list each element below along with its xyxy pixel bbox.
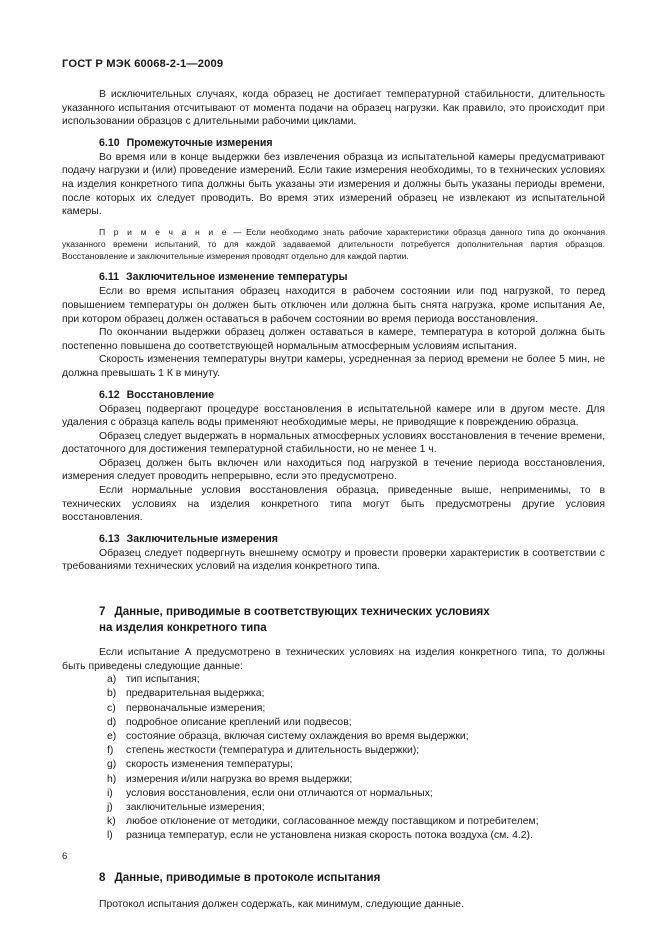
section-heading-6-10 xyxy=(62,137,605,149)
list-item xyxy=(62,758,605,772)
list-item xyxy=(62,744,605,758)
list-item-text: любое отклонение от методики, согласованное между поставщиком и потребителем; xyxy=(126,816,539,828)
section-title: Промежуточные измерения xyxy=(126,136,273,149)
page-number: 6 xyxy=(62,851,68,862)
list-item-text: условия восстановления, если они отличаются от нормальных; xyxy=(126,787,433,799)
section-6-11-paragraph-1: Если во время испытания образец находится в рабочем состоянии или под нагрузкой, то перед повышением температуры он должен быть отключен или должна быть снята нагрузка, кроме испытания Ae, при котором образец должен оставаться в рабочем состоянии во время периода восстановления. xyxy=(62,286,605,325)
list-item xyxy=(62,829,605,843)
section-heading-6-12 xyxy=(62,389,605,401)
section-6-12-paragraph-2: Образец следует выдержать в нормальных атмосферных условиях восстановления в течение времени, достаточного для достижения температурной стабильности, но не менее 1 ч. xyxy=(62,430,605,456)
list-item xyxy=(62,687,605,701)
section-title: Восстановление xyxy=(126,388,214,401)
list-item xyxy=(62,787,605,801)
list-item-text: предварительная выдержка; xyxy=(126,688,265,700)
list-item-text: заключительные измерения; xyxy=(126,802,265,814)
section-number: 6.12 xyxy=(99,388,120,401)
intro-paragraph: В исключительных случаях, когда образец не достигает температурной стабильности, длительность указанного испытания отсчитывают от момента подачи на образец нагрузки. Как правило, это происходит при использовании образцов с длительными рабочими циклами. xyxy=(62,89,605,128)
section-heading-8 xyxy=(62,870,605,886)
list-item xyxy=(62,801,605,815)
section-title-line-1: Данные, приводимые в соответствующих технических условиях xyxy=(114,605,490,619)
list-item-text: подробное описание креплений или подвесов; xyxy=(126,716,352,728)
list-item-marker: h) xyxy=(107,773,117,785)
section-number: 6.11 xyxy=(99,271,120,284)
section-6-13-paragraph-1: Образец следует подвергнуть внешнему осмотру и провести проверки характеристик в соответствии с требованиями технических условий на изделия конкретного типа. xyxy=(62,547,605,573)
section-number: 6.13 xyxy=(99,532,120,545)
section-heading-7 xyxy=(62,604,605,636)
page-content xyxy=(62,58,605,911)
section-6-12-paragraph-3: Образец должен быть включен или находиться под нагрузкой в течение периода восстановления, измерения следует проводить непрерывно, если это предусмотрено. xyxy=(62,457,605,483)
list-item-marker: a) xyxy=(107,674,117,686)
list-item xyxy=(62,716,605,730)
list-item-marker: e) xyxy=(107,731,117,743)
list-item-marker: g) xyxy=(107,759,117,771)
note-6-10 xyxy=(62,226,605,263)
section-number: 7 xyxy=(99,605,106,619)
section-6-12-paragraph-4: Если нормальные условия восстановления образца, приведенные выше, неприменимы, то в технических условиях на изделия конкретного типа могут быть предусмотрены другие условия восстановления. xyxy=(62,485,605,524)
section-8-paragraph: Протокол испытания должен содержать, как минимум, следующие данные. xyxy=(99,898,464,910)
section-number: 6.10 xyxy=(99,136,120,149)
list-item-text: измерения и/или нагрузка во время выдержки; xyxy=(126,773,353,785)
note-dash: — xyxy=(228,226,247,237)
list-item-text: состояние образца, включая систему охлаждения во время выдержки; xyxy=(126,731,469,743)
list-item xyxy=(62,702,605,716)
list-item-marker: b) xyxy=(107,688,117,700)
list-item-marker: k) xyxy=(107,816,116,828)
list-item xyxy=(62,815,605,829)
section-6-11-paragraph-2: По окончании выдержки образец должен оставаться в камере, температура в которой должна быть постепенно повышена до соответствующей нормальным атмосферным условиям испытания. xyxy=(62,327,605,352)
section-heading-6-13 xyxy=(62,533,605,545)
list-item-marker: l) xyxy=(107,830,113,842)
note-label: П р и м е ч а н и е xyxy=(99,226,229,237)
list-item-marker: d) xyxy=(107,716,117,728)
list-item-text: первоначальные измерения; xyxy=(126,702,266,714)
list-item xyxy=(62,730,605,744)
section-6-11-paragraph-3: Скорость изменения температуры внутри камеры, усредненная за период времени не более 5 мин, не должна превышать 1 К в минуту. xyxy=(62,354,605,379)
list-item-marker: i) xyxy=(107,787,113,799)
list-item-marker: f) xyxy=(107,745,114,757)
section-title: Заключительное изменение температуры xyxy=(126,271,348,284)
list-item-text: разница температур, если не установлена низкая скорость потока воздуха (см. 4.2). xyxy=(126,830,533,842)
section-6-12-paragraph-1: Образец подвергают процедуре восстановления в испытательной камере или в другом месте. Для удаления с образца капель воды применяют необходимые меры, не приводящие к повреждению образца. xyxy=(62,403,605,429)
list-item-marker: j) xyxy=(107,802,113,814)
list-item xyxy=(62,673,605,687)
list-item-text: скорость изменения температуры; xyxy=(126,759,293,771)
section-heading-6-11 xyxy=(62,271,605,283)
section-title: Данные, приводимые в протоколе испытания xyxy=(114,870,381,884)
section-6-10-paragraph-1: Во время или в конце выдержки без извлечения образца из испытательной камеры предусматривают подачу нагрузки и (или) проведение измерений. Если такие измерения необходимы, то в технических условиях на изделия конкретного типа должны быть указаны эти измерения и должны быть указаны периоды времени, после которых их следует проводить. Во время этих измерений образец не извлекают из испытательной камеры. xyxy=(62,151,605,218)
list-item-text: степень жесткости (температура и длительность выдержки); xyxy=(126,745,420,757)
list-item-marker: c) xyxy=(107,702,116,714)
list-item-text: тип испытания; xyxy=(126,674,200,686)
section-7-list xyxy=(62,673,605,843)
section-title-line-2: на изделия конкретного типа xyxy=(99,621,267,635)
section-number: 8 xyxy=(99,870,106,884)
section-title: Заключительные измерения xyxy=(126,532,278,545)
document-header: ГОСТ Р МЭК 60068-2-1—2009 xyxy=(62,58,224,70)
note-text: Если необходимо знать рабочие характеристики образца данного типа до окончания указанного времени испытаний, то для каждой задаваемой длительности потребуется дополнительная партия образцов. Восстановление и заключительные измерения проводят отдельно для каждой партии. xyxy=(62,226,606,262)
list-item xyxy=(62,773,605,787)
section-7-intro: Если испытание А предусмотрено в технических условиях на изделия конкретного типа, то должны быть приведены следующие данные: xyxy=(62,647,605,672)
